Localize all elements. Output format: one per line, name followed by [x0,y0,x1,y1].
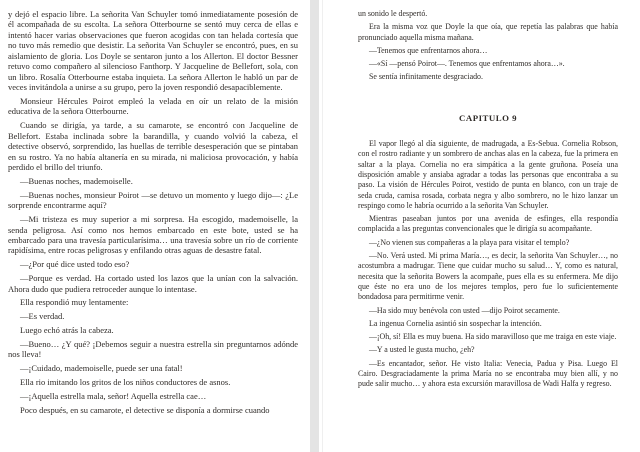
dialogue-paragraph: —Es verdad. [20,311,65,322]
paragraph: Era la misma voz que Doyle la que oía, que repetía las palabras que había pronunciado aquella misma mañana. [358,22,618,42]
paragraph: Se sentía infinitamente desgraciado. [369,72,483,82]
dialogue-paragraph: —Tenemos que enfrentarnos ahora… [369,45,488,55]
dialogue-paragraph: —¡Oh, sí! Ella es muy buena. Ha sido maravilloso que me traiga en este viaje. [369,332,617,342]
paragraph: Mientras paseaban juntos por una avenida de esfinges, ella respondía complacida a las preguntas convencionales que le dirigía su acompañante. [358,214,618,234]
page-gutter-divider [310,0,319,452]
chapter-heading: CAPITULO 9 [458,112,518,123]
dialogue-paragraph: —Ha sido muy benévola con usted —dijo Poirot secamente. [369,305,560,315]
dialogue-paragraph: —Y a usted le gusta mucho, ¿eh? [369,345,475,355]
dialogue-paragraph: —«Sí —pensó Poirot—. Tenemos que enfrentamos ahora…». [369,59,565,69]
paragraph: Ella respondió muy lentamente: [20,297,129,308]
paragraph: Ella rio imitando los gritos de los niños conductores de asnos. [20,377,231,388]
dialogue-paragraph: —Buenas noches, monsieur Poirot —se detuvo un momento y luego dijo—: ¿Le sorprende encontrarme aquí? [8,189,298,211]
paragraph: Luego echó atrás la cabeza. [20,325,114,336]
dialogue-paragraph: —¡Cuidado, mademoiselle, puede ser una fatal! [20,363,183,374]
dialogue-paragraph: —¡Aquella estrella mala, señor! Aquella estrella cae… [20,390,207,401]
dialogue-paragraph: —¿Por qué dice usted todo eso? [20,259,130,270]
paragraph: y dejó el espacio libre. La señorita Van Schuyler tomó inmediatamente posesión de él acompañada de su escolta. La señora Otterbourne se sentó muy cerca de ellas e intentó hacer varias observaciones que fueron acogidas con tan helada cortesía que no tuvo más remedio que desistir. La señorita Van Schuyler se encontró, pues, en su aislamiento de gloria. Los Doyle se sentaron junto a los Allerton. El doctor Bessner retuvo como compañero al silencioso Fanthorp. Y Jacqueline de Bellefort, sola, con un libro. Rosalía Otterbourne estaba inquieta. La señora Allerton le habló un par de veces invitándola a unirse a su grupo, pero la joven respondió desapaciblemente. [8,9,298,93]
paragraph: El vapor llegó al día siguiente, de madrugada, a Es-Sebua. Cornelia Robson, con el rostro radiante y un sombrero de anchas alas en la cabeza, fue la primera en saltar a la playa. Cornelia no era simpática a la gente gruñona. Poseía una disposición amable y ansiaba agradar a todas las personas que encontraba a su paso. La visión de Hércules Poirot, vestido de punta en blanco, con un traje de seda cruda, camisa rosada, corbata negra y albo sombrero, no le hizo lanzar un respingo como le habría ocurrido a la señorita Van Schuyler. [358,139,618,210]
page-edge-line [322,0,323,452]
dialogue-paragraph: —Porque es verdad. Ha cortado usted los lazos que la unían con la salvación. Ahora dudo que pudiera retroceder aunque lo intentase. [8,273,298,294]
paragraph: un sonido le despertó. [358,9,428,18]
dialogue-paragraph: —Bueno… ¿Y qué? ¡Debemos seguir a nuestra estrella sin preguntarnos adónde nos lleva! [8,338,298,360]
dialogue-paragraph: —Es encantador, señor. He visto Italia: Venecia, Padua y Pisa. Luego El Cairo. Desgraciadamente la prima María no se encontraba muy bien allí, y no pude salir mucho… y ahora esta excursión maravillosa de Wadi Halfa y regreso. [358,358,618,389]
paragraph: Monsieur Hércules Poirot empleó la velada en oír un relato de la misión educativa de la señora Otterbourne. [8,96,298,117]
left-page [8,9,298,419]
paragraph: Cuando se dirigía, ya tarde, a su camarote, se encontró con Jacqueline de Bellefort. Estaba inclinada sobre la barandilla, y cuando volvió la cabeza, el detective observó, sorprendido, las huellas de terrible desesperación que se pintaban en su rostro. Ya no había altanería en su mirada, ni maliciosa provocación, y había perdido el brillo del triunfo. [8,120,298,173]
dialogue-paragraph: —Mi tristeza es muy superior a mi sorpresa. Ha escogido, mademoiselle, la senda peligrosa. Así como nos hemos embarcado en este bote, usted se ha embarcado para una travesía particularísima… una travesía sobre un río de corriente rapidísima, entre rocas peligrosas y enfilando otras aguas de desastre fatal. [8,214,298,256]
right-page [358,9,618,393]
dialogue-paragraph: —¿No vienen sus compañeras a la playa para visitar el templo? [369,237,570,247]
dialogue-paragraph: —Buenas noches, mademoiselle. [20,175,133,186]
paragraph: La ingenua Cornelia asintió sin sospechar la intención. [369,318,542,328]
paragraph: Poco después, en su camarote, el detective se disponía a dormirse cuando [20,404,270,415]
dialogue-paragraph: —No. Verá usted. Mi prima María…, es decir, la señorita Van Schuyler…, no acostumbra a madrugar. Tiene que cuidar mucho su salud… Y, como es natural, necesita que la señorita Bowers la acompañe, pues ella es su enfermera. Me dijo que éste no era uno de los mejores templos, pero fue lo suficientemente bondadosa para permitirme venir. [358,251,618,302]
